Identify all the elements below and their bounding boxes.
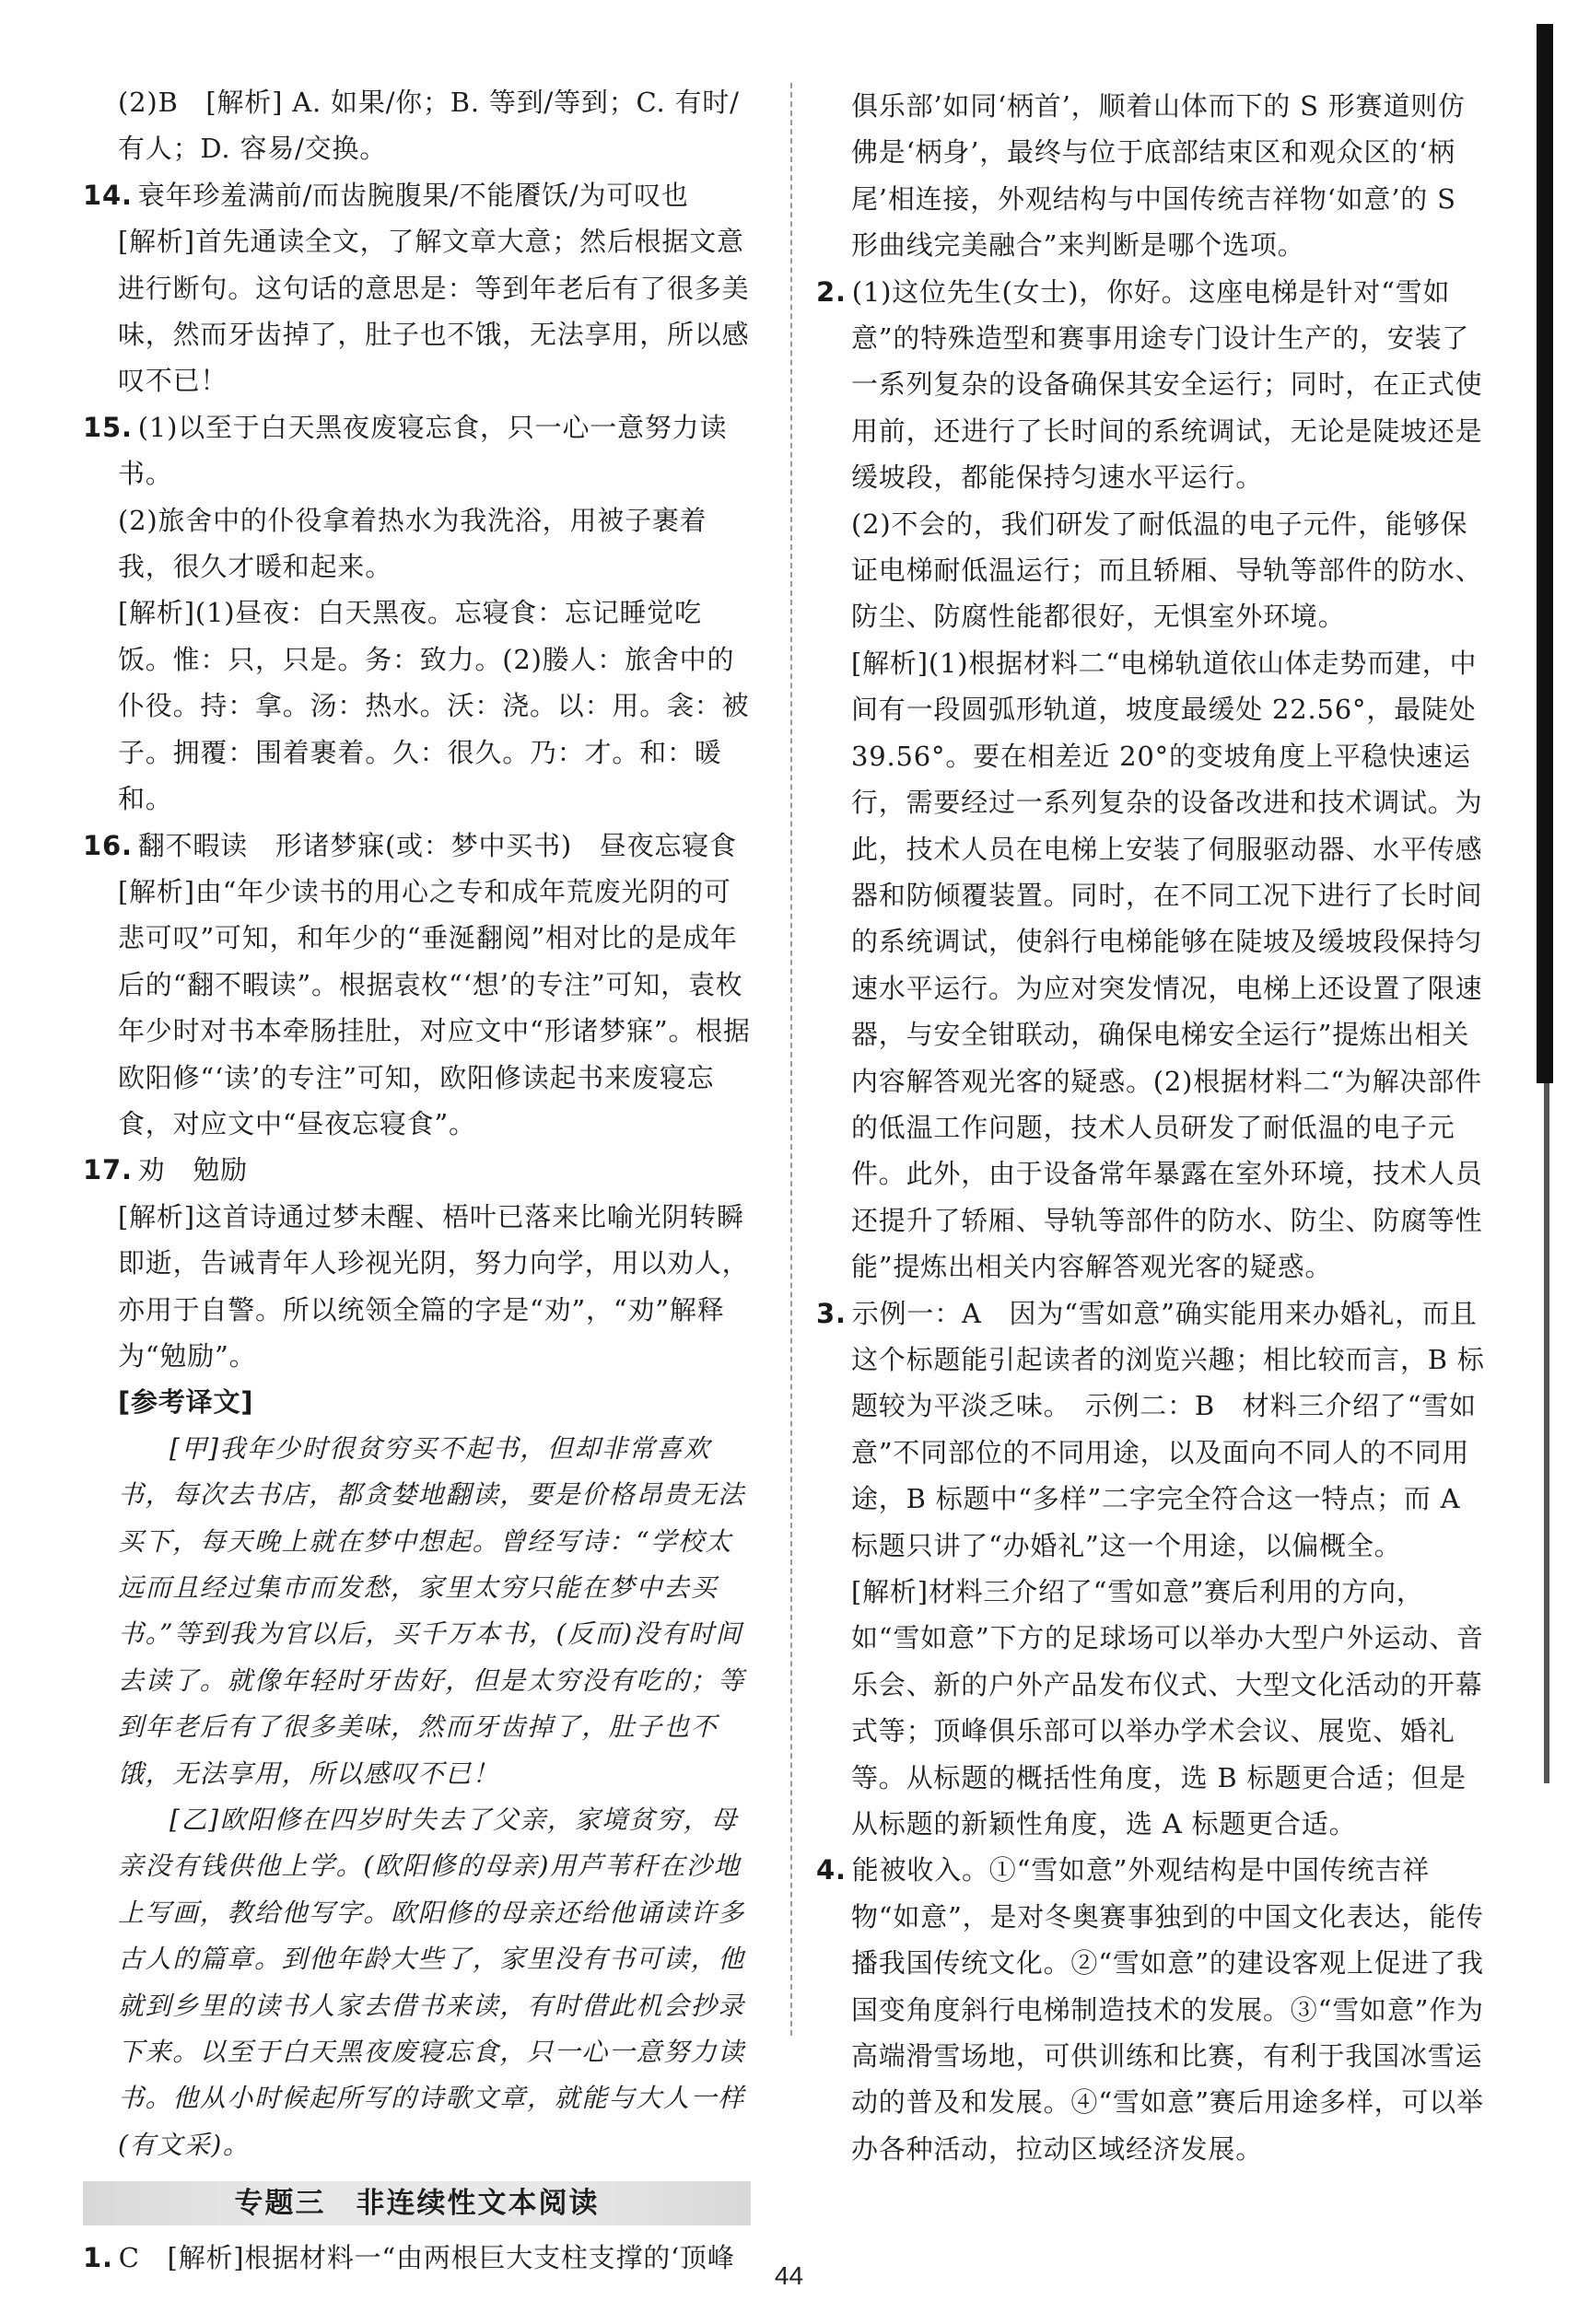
q17-number: 17.	[83, 1154, 133, 1186]
translation-yi: [乙]欧阳修在四岁时失去了父亲，家境贫穷，母亲没有钱供他上学。(欧阳修的母亲)用芦苇秆在沙地上写画，教给他写字。欧阳修的母亲还给他诵读许多古人的篇章。到他年龄大些了，家里没有书可读，他就到乡里的读书人家去借书来读，有时借此机会抄录下来。以至于白天黑夜废寝忘食，只一心一意努力读书。他从小时候起所写的诗歌文章，就能与大人一样(有文采)。	[118, 1804, 745, 2160]
q17-analysis: [解析]这首诗通过梦未醒、梧叶已落来比喻光阴转瞬即逝，告诫青年人珍视光阴，努力向学，用以劝人，亦用于自警。所以统领全篇的字是“劝”，“劝”解释为“勉励”。	[118, 1200, 750, 1372]
q15-answer-1-text: (1)以至于白天黑夜废寝忘食，只一心一意努力读书。	[118, 411, 728, 490]
q13-tail: (2)B [解析] A. 如果/你；B. 等到/等到；C. 有时/有人；D. 容易/交换。	[118, 87, 740, 165]
s2-answer-2: (2)不会的，我们研发了耐低温的电子元件，能够保证电梯耐低温运行；而且轿厢、导轨等部件的防水、防尘、防腐性能都很好，无惧室外环境。	[851, 508, 1483, 633]
translation-jia: [甲]我年少时很贫穷买不起书，但却非常喜欢书，每次去书店，都贪婪地翻读，要是价格昂贵无法买下，每天晚上就在梦中想起。曾经写诗：“学校太远而且经过集市而发愁，家里太穷只能在梦中去买书。”等到我为官以后，买千万本书，(反而)没有时间去读了。就像年轻时牙齿好，但是太穷没有吃的；等到年老后有了很多美味，然而牙齿掉了，肚子也不饿，无法享用，所以感叹不已！	[118, 1432, 745, 1789]
s3-answer-text: 示例一：A 因为“雪如意”确实能用来办婚礼，而且这个标题能引起读者的浏览兴趣；相比较而言，B 标题较为平淡乏味。 示例二：B 材料三介绍了“雪如意”不同部位的不同用途，以及面向不同人的不同用途，B 标题中“多样”二字完全符合这一特点；而 A 标题只讲了“办婚礼”这一个用途，以偏概全。	[851, 1297, 1485, 1561]
q17-answer	[83, 1147, 755, 1193]
s1-number: 1.	[83, 2242, 113, 2274]
q16-number: 16.	[83, 829, 133, 861]
q14-answer-text: 衰年珍羞满前/而齿腕腹果/不能餍饫/为可叹也	[137, 179, 689, 211]
s3-answer	[816, 1290, 1489, 1569]
section-title: 专题三 非连续性文本阅读	[83, 2181, 751, 2225]
s4-answer-text: 能被收入。①“雪如意”外观结构是中国传统吉祥物“如意”，是对冬奥赛事独到的中国文化表达，能传播我国传统文化。②“雪如意”的建设客观上促进了我国变角度斜行电梯制造技术的发展。③“雪如意”作为高端滑雪场地，可供训练和比赛，有利于我国冰雪运动的普及和发展。④“雪如意”赛后用途多样，可以举办各种活动，拉动区域经济发展。	[851, 1854, 1484, 2165]
q14-number: 14.	[83, 179, 133, 211]
column-divider	[790, 83, 793, 2036]
q17-answer-text: 劝 勉励	[137, 1154, 248, 1186]
page-edge-shadow	[1544, 1083, 1549, 1783]
right-column	[816, 83, 1489, 2172]
q14-answer	[83, 172, 755, 218]
s3-analysis: [解析]材料三介绍了“雪如意”赛后利用的方向，如“雪如意”下方的足球场可以举办大型户外运动、音乐会、新的户外产品发布仪式、大型文化活动的开幕式等；顶峰俱乐部可以举办学术会议、展览、婚礼等。从标题的概括性角度，选 B 标题更合适；但是从标题的新颖性角度，选 A 标题更合适。	[851, 1576, 1484, 1840]
reference-translation-label: [参考译文]	[118, 1386, 254, 1419]
left-column	[83, 79, 755, 2282]
s2-number: 2.	[816, 275, 847, 308]
q16-answer-text: 翻不暇读 形诸梦寐(或：梦中买书) 昼夜忘寝食	[137, 829, 737, 861]
s4-answer	[816, 1847, 1489, 2172]
q15-number: 15.	[83, 411, 133, 443]
q15-analysis: [解析](1)昼夜：白天黑夜。忘寝食：忘记睡觉吃饭。惟：只，只是。务：致力。(2)媵人：旅舍中的仆役。持：拿。汤：热水。沃：浇。以：用。衾：被子。拥覆：围着裹着。久：很久。乃：才。和：暖和。	[118, 597, 750, 815]
q14-analysis: [解析]首先通读全文，了解文章大意；然后根据文意进行断句。这句话的意思是：等到年老后有了很多美味，然而牙齿掉了，肚子也不饿，无法享用，所以感叹不已！	[118, 226, 750, 397]
s1-answer-start-text: C [解析]根据材料一“由两根巨大支柱支撑的‘顶峰	[118, 2242, 735, 2274]
q15-answer-1	[83, 404, 755, 497]
s4-number: 4.	[816, 1854, 847, 1886]
q16-answer	[83, 823, 755, 869]
s3-number: 3.	[816, 1297, 847, 1329]
q16-analysis: [解析]由“年少读书的用心之专和成年荒废光阴的可悲可叹”可知，和年少的“垂涎翻阅”相对比的是成年后的“翻不暇读”。根据袁枚“‘想’的专注”可知，袁枚年少时对书本牵肠挂肚，对应文中“形诸梦寐”。根据欧阳修“‘读’的专注”可知，欧阳修读起书来废寝忘食，对应文中“昼夜忘寝食”。	[118, 875, 751, 1139]
s1-answer-continued: 俱乐部’如同‘柄首’，顺着山体而下的 S 形赛道则仿佛是‘柄身’，最终与位于底部结束区和观众区的‘柄尾’相连接，外观结构与中国传统吉祥物‘如意’的 S 形曲线完美融合”来判断是哪个选项。	[851, 90, 1466, 262]
page-edge-bar	[1537, 24, 1553, 1083]
s2-answer-1	[816, 269, 1489, 501]
s2-analysis: [解析](1)根据材料二“电梯轨道依山体走势而建，中间有一段圆弧形轨道，坡度最缓处 22.56°，最陡处 39.56°。要在相差近 20°的变坡角度上平稳快速运行，需要经过一系列复杂的设备改进和技术调试。为此，技术人员在电梯上安装了伺服驱动器、水平传感器和防倾覆装置。同时，在不同工况下进行了长时间的系统调试，使斜行电梯能够在陡坡及缓坡段保持匀速水平运行。为应对突发情况，电梯上还设置了限速器，与安全钳联动，确保电梯安全运行”提炼出相关内容解答观光客的疑惑。(2)根据材料二“为解决部件的低温工作问题，技术人员研发了耐低温的电子元件。此外，由于设备常年暴露在室外环境，技术人员还提升了轿厢、导轨等部件的防水、防尘、防腐等性能”提炼出相关内容解答观光客的疑惑。	[851, 647, 1483, 1283]
page-number: 44	[774, 2261, 804, 2290]
s2-answer-1-text: (1)这位先生(女士)，你好。这座电梯是针对“雪如意”的特殊造型和赛事用途专门设计生产的，安装了一系列复杂的设备确保其安全运行；同时，在正式使用前，还进行了长时间的系统调试，无论是陡坡还是缓坡段，都能保持匀速水平运行。	[851, 275, 1483, 494]
q15-answer-2: (2)旅舍中的仆役拿着热水为我洗浴，用被子裹着我，很久才暖和起来。	[118, 504, 707, 583]
